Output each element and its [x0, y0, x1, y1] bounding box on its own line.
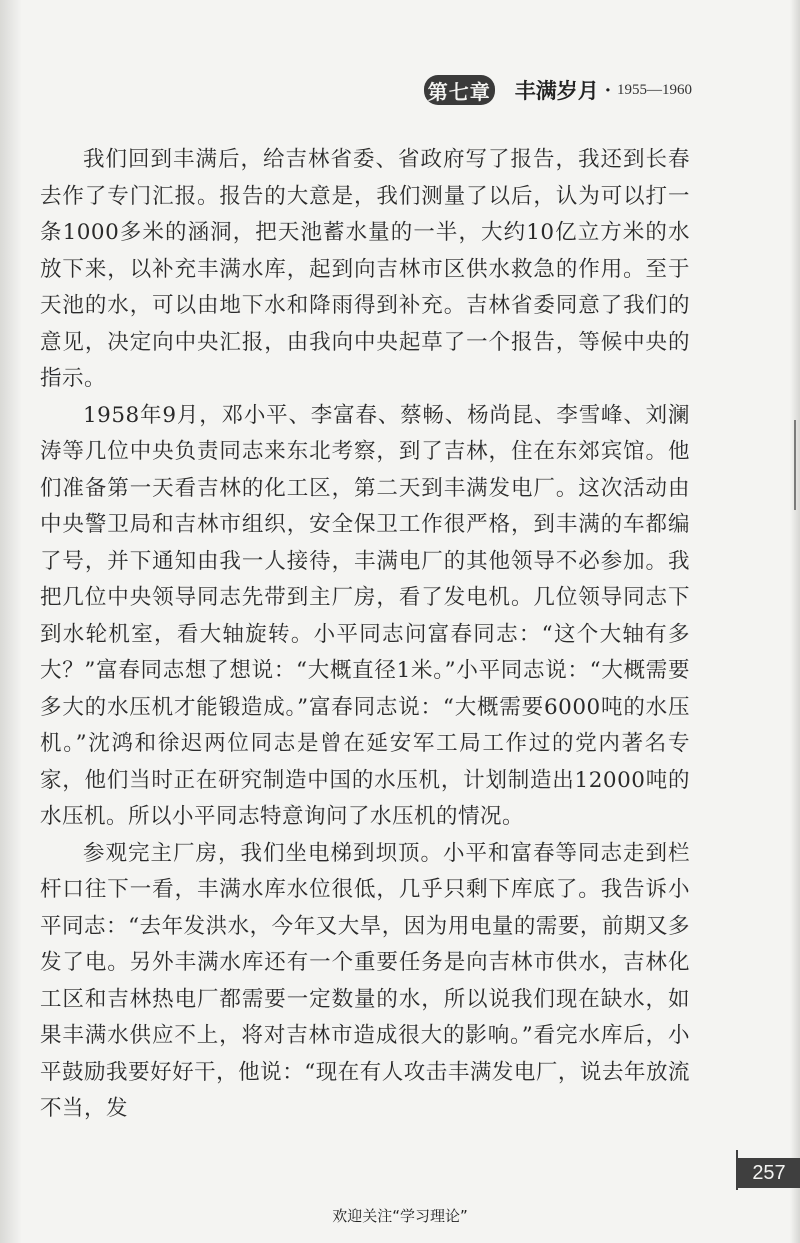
- page-edge-mark: [794, 420, 796, 510]
- chapter-title: 丰满岁月: [514, 79, 599, 103]
- running-header: [424, 75, 692, 105]
- paragraph-1: 我们回到丰满后，给吉林省委、省政府写了报告，我还到长春去作了专门汇报。报告的大意是，我们测量了以后，认为可以打一条1000多米的涵洞，把天池蓄水量的一半，大约10亿立方米的水放下来，以补充丰满水库，起到向吉林市区供水救急的作用。至于天池的水，可以由地下水和降雨得到补充。吉林省委同意了我们的意见，决定向中央汇报，由我向中央起草了一个报告，等候中央的指示。: [40, 147, 690, 391]
- page-spine-shadow: [0, 0, 22, 1243]
- paragraph-3: 参观完主厂房，我们坐电梯到坝顶。小平和富春等同志走到栏杆口往下一看，丰满水库水位很低，几乎只剩下库底了。我告诉小平同志：“去年发洪水，今年又大旱，因为用电量的需要，前期又多发了电。另外丰满水库还有一个重要任务是向吉林市供水，吉林化工区和吉林热电厂都需要一定数量的水，所以说我们现在缺水，如果丰满水供应不上，将对吉林市造成很大的影响。”看完水库后，小平鼓励我要好好干，他说：“现在有人攻击丰满发电厂，说去年放流不当，发: [40, 840, 690, 1121]
- chapter-years: 1955—1960: [617, 81, 692, 98]
- body-text: [40, 142, 690, 1128]
- page-right-edge: [790, 0, 800, 1243]
- page-number: 257: [738, 1158, 800, 1188]
- header-separator: ·: [604, 79, 611, 101]
- paragraph-2: 1958年9月，邓小平、李富春、蔡畅、杨尚昆、李雪峰、刘澜涛等几位中央负责同志来东北考察，到了吉林，住在东郊宾馆。他们准备第一天看吉林的化工区，第二天到丰满发电厂。这次活动由中央警卫局和吉林市组织，安全保卫工作很严格，到丰满的车都编了号，并下通知由我一人接待，丰满电厂的其他领导不必参加。我把几位中央领导同志先带到主厂房，看了发电机。几位领导同志下到水轮机室，看大轴旋转。小平同志问富春同志：“这个大轴有多大？”富春同志想了想说：“大概直径1米。”小平同志说：“大概需要多大的水压机才能锻造成。”富春同志说：“大概需要6000吨的水压机。”沈鸿和徐迟两位同志是曾在延安军工局工作过的党内著名专家，他们当时正在研究制造中国的水压机，计划制造出12000吨的水压机。所以小平同志特意询问了水压机的情况。: [40, 402, 690, 829]
- footer-caption: 欢迎关注“学习理论”: [332, 1207, 468, 1225]
- chapter-label: 第七章: [424, 75, 495, 105]
